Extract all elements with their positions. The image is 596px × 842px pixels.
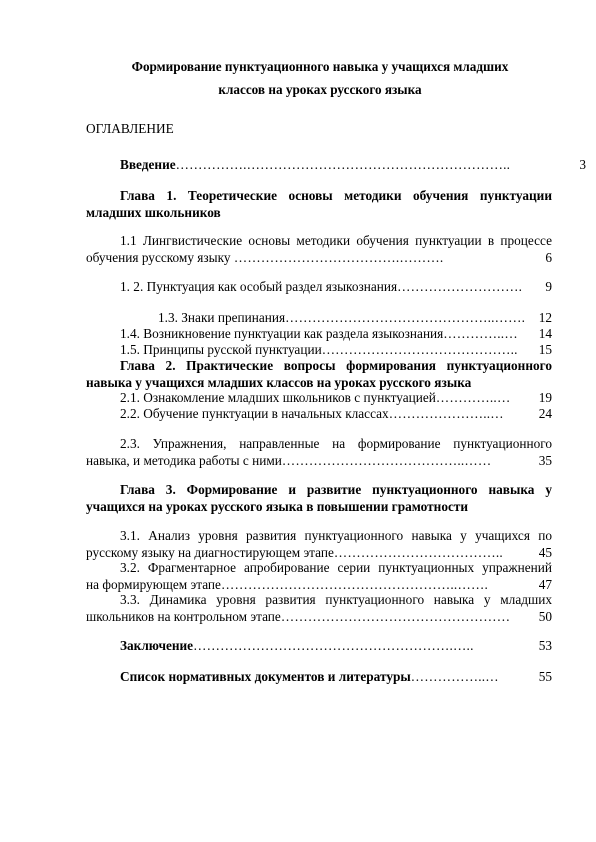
toc-entry-label: 1. 2. Пунктуация как особый раздел языкознания bbox=[120, 279, 398, 294]
leader-dots: ……………………………….………. bbox=[233, 249, 444, 265]
section-line-1: 3.2. Фрагментарное апробирование серии пунктуационных упражнений bbox=[120, 560, 552, 575]
page-number: 15 bbox=[538, 342, 552, 357]
toc-section-1-5 bbox=[86, 342, 552, 359]
toc-section-3-2 bbox=[86, 560, 552, 593]
section-line-1: 3.3. Динамика уровня развития пунктуационного навыка у младших bbox=[120, 592, 552, 607]
toc-chapter-2 bbox=[86, 358, 552, 391]
toc-entry-label: 2.1. Ознакомление младших школьников с пунктуацией bbox=[120, 390, 436, 405]
page-number: 6 bbox=[545, 249, 552, 265]
section-line-2: русскому языку на диагностирующем этапе bbox=[86, 544, 334, 560]
leader-dots: …………………………………………… bbox=[280, 608, 511, 624]
toc-section-2-2 bbox=[86, 406, 552, 423]
page-number: 55 bbox=[538, 669, 552, 684]
toc-entry-label: Заключение bbox=[120, 638, 194, 653]
toc-section-1-1 bbox=[86, 233, 552, 266]
leader-dots: ……………..… bbox=[410, 669, 499, 684]
leader-dots: ……………………………………………..……. bbox=[220, 576, 488, 592]
leader-dots: ………………………………………………….….. bbox=[193, 638, 474, 653]
toc-entry-label: Список нормативных документов и литературы bbox=[120, 669, 411, 684]
chapter-heading-line-1: Глава 3. Формирование и развитие пунктуационного навыка у bbox=[120, 482, 552, 497]
leader-dots: …………….………………………………………………….. bbox=[175, 157, 511, 172]
page-number: 3 bbox=[579, 157, 586, 172]
page-number: 47 bbox=[538, 576, 552, 592]
section-line-1: 2.3. Упражнения, направленные на формирование пунктуационного bbox=[120, 436, 552, 451]
toc-entry-label: 2.2. Обучение пунктуации в начальных классах bbox=[120, 406, 389, 421]
document-title-line-2: классов на уроках русского языка bbox=[218, 82, 422, 97]
section-line-2: обучения русскому языку bbox=[86, 249, 231, 265]
section-line-2: навыка, и методика работы с ними bbox=[86, 452, 282, 468]
toc-section-3-3 bbox=[86, 592, 552, 625]
toc-section-2-3 bbox=[86, 436, 552, 469]
toc-entry-label: 1.5. Принципы русской пунктуации bbox=[120, 342, 322, 357]
chapter-heading-line-1: Глава 2. Практические вопросы формирования пунктуационного bbox=[120, 358, 552, 373]
leader-dots: …………………………………….. bbox=[321, 342, 518, 357]
section-line-2: на формирующем этапе bbox=[86, 576, 221, 592]
toc-entry-label: 1.3. Знаки препинания bbox=[158, 310, 286, 325]
chapter-heading-line-1: Глава 1. Теоретические основы методики обучения пунктуации bbox=[120, 188, 552, 203]
page-number: 19 bbox=[538, 390, 552, 405]
section-line-2: школьников на контрольном этапе bbox=[86, 608, 281, 624]
section-line-1: 3.1. Анализ уровня развития пунктуационного навыка у учащихся по bbox=[120, 528, 552, 543]
toc-entry-references bbox=[86, 669, 552, 686]
page-number: 9 bbox=[545, 279, 552, 294]
page-number: 12 bbox=[538, 310, 552, 325]
page-number: 14 bbox=[538, 326, 552, 341]
toc-entry-label: Введение bbox=[120, 157, 176, 172]
page-number: 24 bbox=[538, 406, 552, 421]
toc-entry-introduction bbox=[86, 157, 586, 174]
leader-dots: ………………………. bbox=[397, 279, 523, 294]
toc-section-1-4 bbox=[86, 326, 552, 343]
document-title-line-1: Формирование пунктуационного навыка у учащихся младших bbox=[131, 59, 509, 74]
toc-section-1-3 bbox=[86, 310, 552, 327]
leader-dots: ………………………………………..……. bbox=[285, 310, 526, 325]
leader-dots: …………………………………..…… bbox=[281, 452, 492, 468]
leader-dots: …………..… bbox=[435, 390, 511, 405]
leader-dots: ……………………………….. bbox=[333, 544, 503, 560]
toc-chapter-1 bbox=[86, 188, 552, 221]
toc-section-1-2 bbox=[86, 279, 552, 296]
page-number: 50 bbox=[538, 608, 552, 624]
chapter-heading-line-2: младших школьников bbox=[86, 204, 221, 220]
chapter-heading-line-2: учащихся на уроках русского языка в повышении грамотности bbox=[86, 498, 469, 514]
toc-entry-label: 1.4. Возникновение пунктуации как раздела языкознания bbox=[120, 326, 444, 341]
toc-entry-conclusion bbox=[86, 638, 552, 655]
page-number: 53 bbox=[538, 638, 552, 653]
leader-dots: …………………..… bbox=[388, 406, 504, 421]
page-number: 35 bbox=[538, 452, 552, 468]
chapter-heading-line-2: навыка у учащихся младших классов на уроках русского языка bbox=[86, 374, 472, 390]
toc-heading: ОГЛАВЛЕНИЕ bbox=[86, 121, 174, 136]
toc-chapter-3 bbox=[86, 482, 552, 515]
page-number: 45 bbox=[538, 544, 552, 560]
leader-dots: …………..… bbox=[443, 326, 518, 341]
toc-section-3-1 bbox=[86, 528, 552, 561]
toc-section-2-1 bbox=[86, 390, 552, 407]
section-line-1: 1.1 Лингвистические основы методики обучения пунктуации в процессе bbox=[120, 233, 552, 248]
